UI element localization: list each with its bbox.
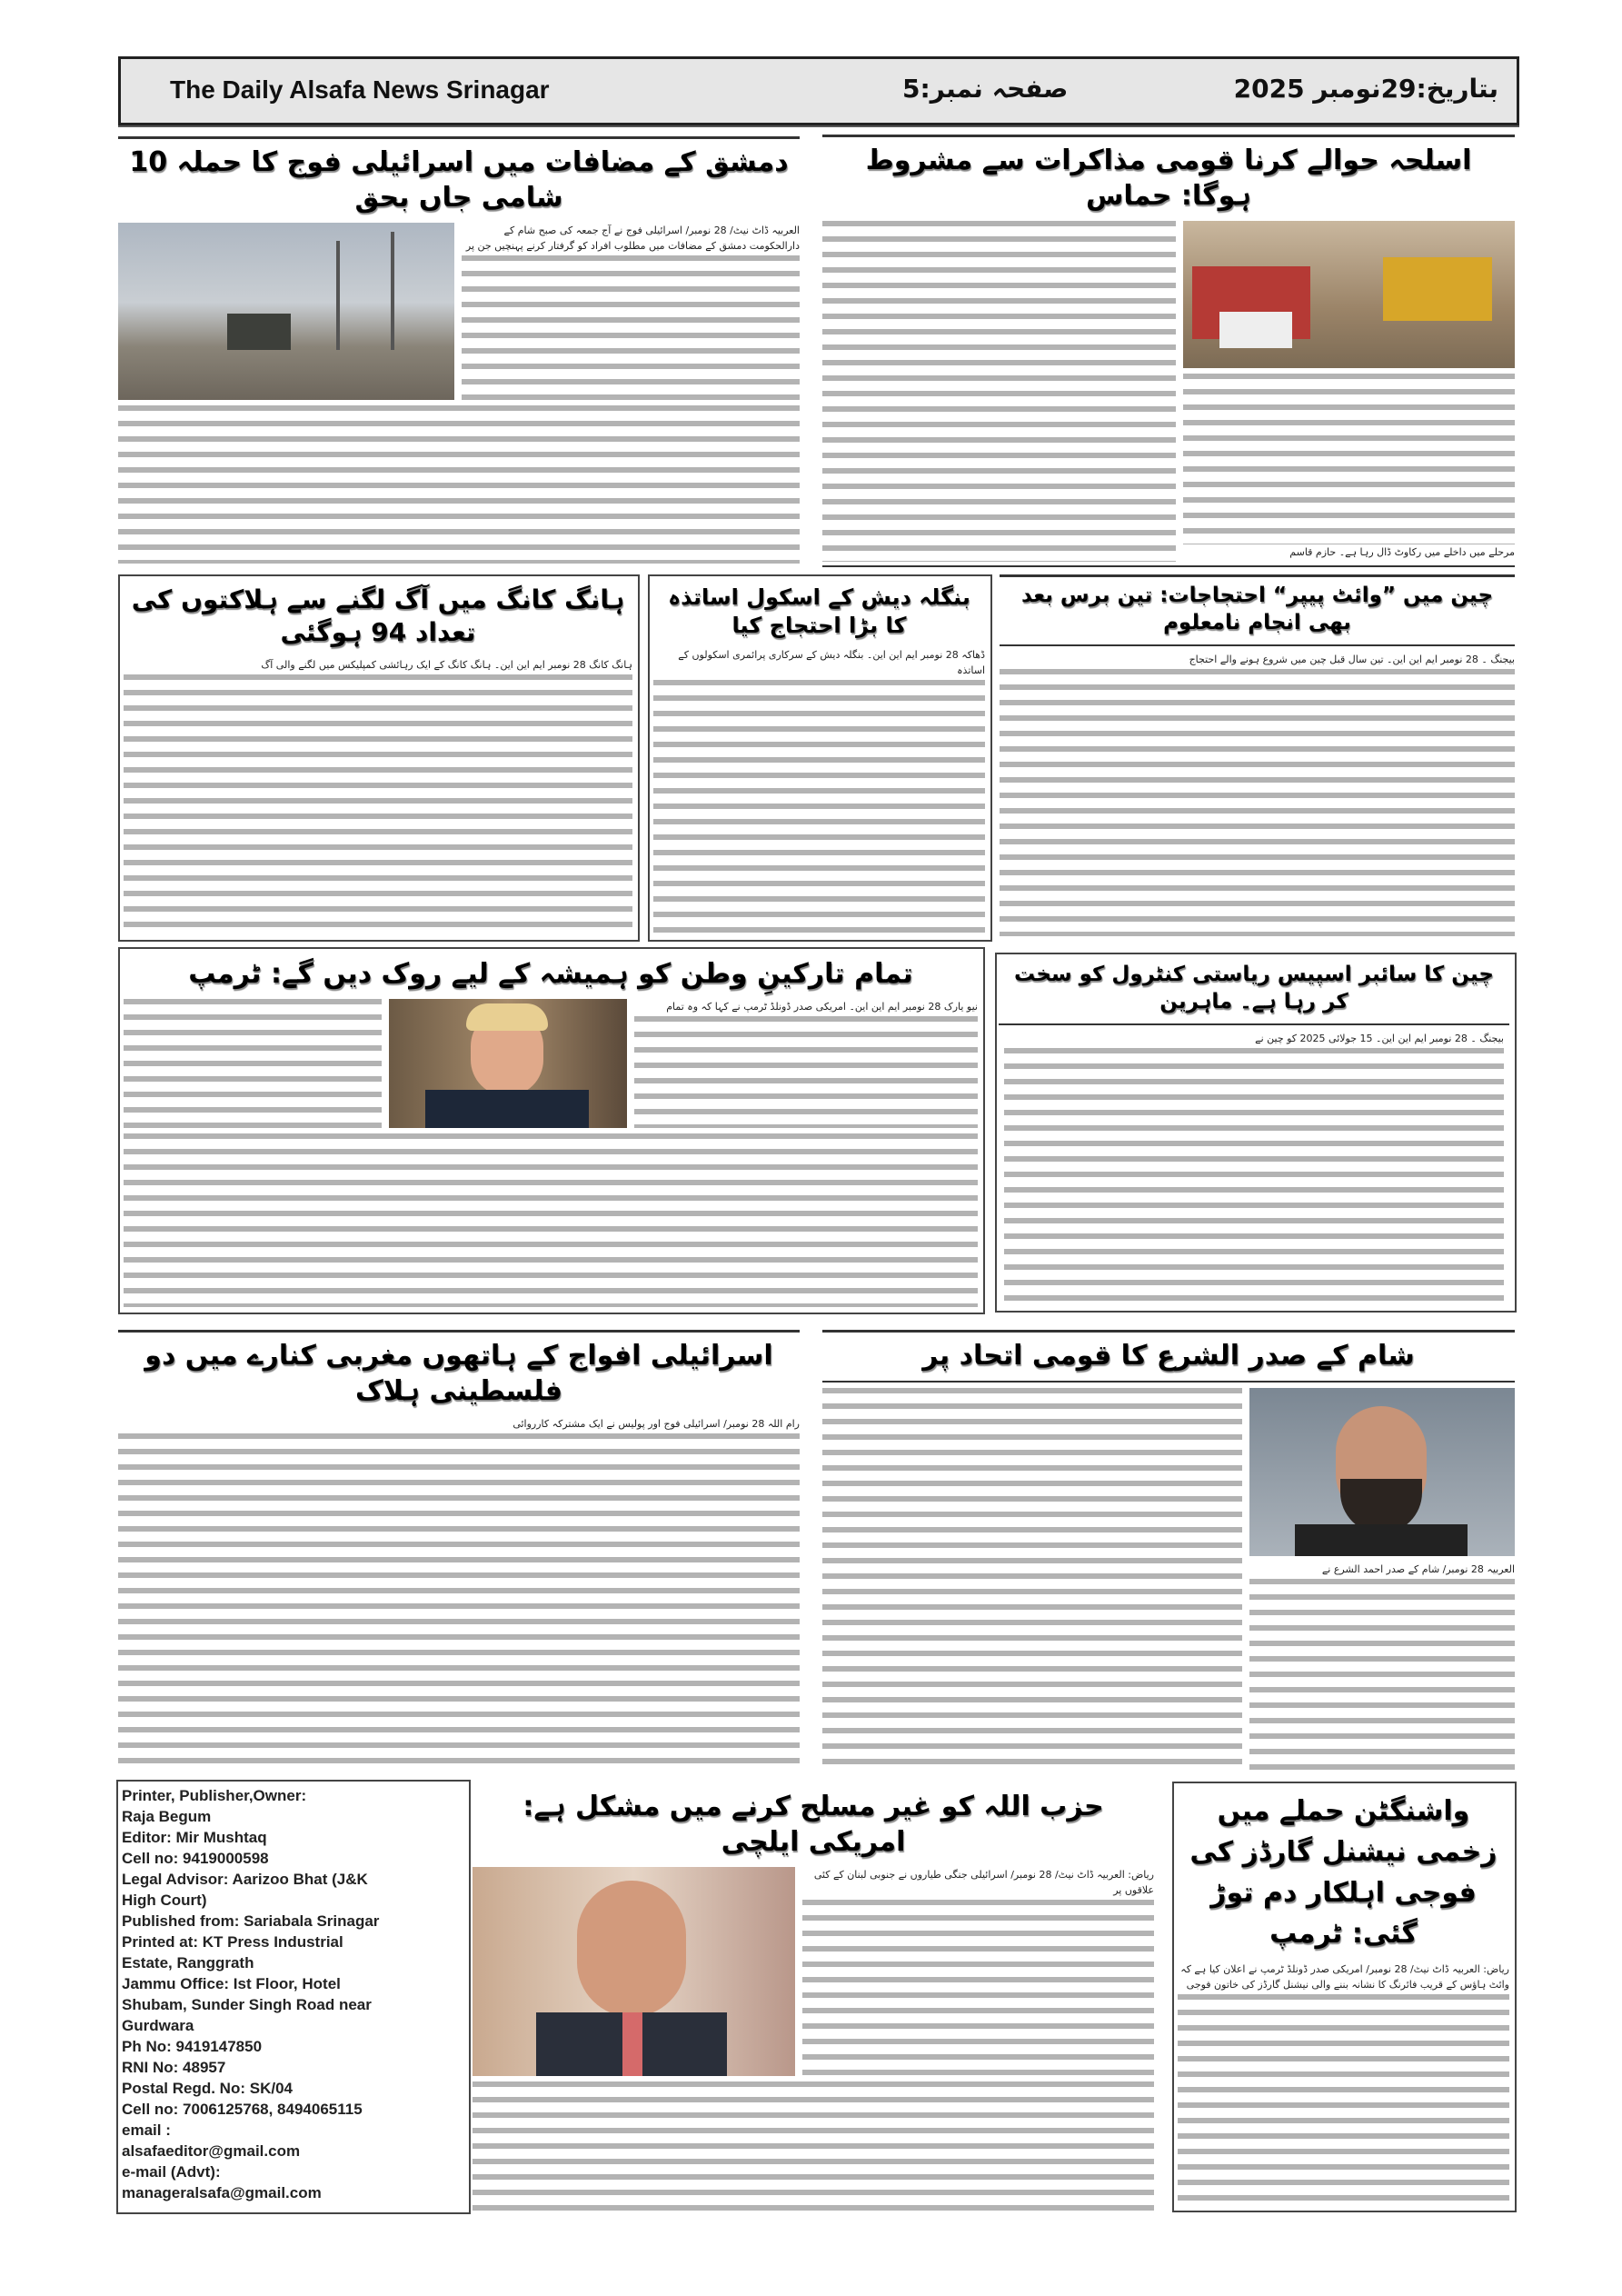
imprint-line: email : (122, 2121, 171, 2139)
imprint-line: Postal Regd. No: SK/04 (122, 2080, 293, 2097)
imprint-line[interactable]: manageralsafa@gmail.com (122, 2184, 322, 2201)
imprint-line: Estate, Ranggrath (122, 1954, 254, 1972)
article-china-white-paper (1000, 574, 1515, 936)
issue-date: بتاریخ:29نومبر 2025 (1233, 74, 1498, 104)
photo-us-envoy (473, 1867, 795, 2076)
imprint-line: Raja Begum (122, 1808, 212, 1825)
imprint-line: Published from: Sariabala Srinagar (122, 1912, 380, 1930)
article-body-washington: ریاض: العربیہ ڈاٹ نیٹ/ 28 نومبر/ امریکی صدر ڈونلڈ ٹرمپ نے اعلان کیا ہے کہ وائٹ ہاؤس کے قریب فائرنگ کا نشانہ بننے والی نیشنل گارڈز کی خاتون فوجی (1178, 1962, 1509, 2205)
headline-trump: تمام تارکینِ وطن کو ہمیشہ کے لیے روک دیں گے: ٹرمپ (188, 958, 913, 990)
headline-hamas: اسلحہ حوالے کرنا قومی مذاکرات سے مشروط ہوگا: حماس (865, 145, 1472, 212)
headline-hezbollah: حزب اللہ کو غیر مسلح کرنے میں مشکل ہے: امریکی ایلچی (522, 1791, 1104, 1858)
imprint-line: Printed at: KT Press Industrial (122, 1933, 343, 1951)
masthead (118, 56, 1519, 125)
article-body-trump: نیو یارک 28 نومبر ایم این این۔ امریکی صدر ڈونلڈ ٹرمپ نے کہا کہ وہ تمام (634, 999, 978, 1128)
article-body-syria (822, 1388, 1242, 1770)
imprint-line[interactable]: alsafaeditor@gmail.com (122, 2142, 301, 2160)
article-body-hezbollah: ریاض: العربیہ ڈاٹ نیٹ/ 28 نومبر/ اسرائیلی جنگی طیاروں نے جنوبی لبنان کے کئی علاقوں پر (802, 1867, 1154, 2076)
article-body-china-white-paper: بیجنگ ۔ 28 نومبر ایم این این۔ تین سال قبل چین میں شروع ہونے والے احتجاج (1000, 652, 1515, 936)
imprint-line: Cell no: 7006125768, 8494065115 (122, 2101, 363, 2118)
imprint-line: Gurdwara (122, 2017, 194, 2034)
imprint-line: Cell no: 9419000598 (122, 1850, 269, 1867)
imprint-line: Shubam, Sunder Singh Road near (122, 1996, 372, 2013)
article-bangladesh (653, 578, 985, 934)
newspaper-title: The Daily Alsafa News Srinagar (170, 75, 550, 104)
imprint-line: Editor: Mir Mushtaq (122, 1829, 267, 1846)
article-hezbollah (473, 1783, 1154, 2212)
article-body-hezbollah-cont (473, 2081, 1154, 2212)
article-body-west-bank: رام اللہ 28 نومبر/ اسرائیلی فوج اور پولیس نے ایک مشترکہ کارروائی (118, 1416, 800, 1770)
headline-bangladesh: بنگلہ دیش کے اسکول اساتذہ کا بڑا احتجاج کیا (668, 584, 970, 639)
article-body-hamas-cont: مرحلے میں داخلے میں رکاوٹ ڈال رہا ہے۔ حازم قاسم (1183, 374, 1515, 562)
article-body-damascus-cont (118, 405, 800, 564)
article-hamas (822, 135, 1515, 567)
article-washington (1178, 1785, 1509, 2205)
headline-syria: شام کے صدر الشرع کا قومی اتحاد پر (822, 1333, 1515, 1383)
headline-china-cyber: چین کا سائبر اسپیس ریاستی کنٹرول کو سخت کر رہا ہے۔ ماہرین (999, 956, 1509, 1025)
article-body-syria-cont: العربیہ 28 نومبر/ شام کے صدر احمد الشرع نے (1249, 1562, 1515, 1770)
article-west-bank (118, 1330, 800, 1770)
headline-washington: واشنگٹن حملے میں زخمی نیشنل گارڈز کی فوجی اہلکار دم توڑ گئی: ٹرمپ (1189, 1795, 1498, 1950)
photo-donald-trump (389, 999, 627, 1128)
headline-hongkong: ہانگ کانگ میں آگ لگنے سے ہلاکتوں کی تعداد 94 ہوگئی (131, 584, 625, 648)
headline-west-bank: اسرائیلی افواج کے ہاتھوں مغربی کنارے میں دو فلسطینی ہلاک (144, 1340, 773, 1407)
imprint-line: Jammu Office: Ist Floor, Hotel (122, 1975, 341, 1992)
article-china-cyber (999, 956, 1509, 1305)
article-body-damascus: العربیہ ڈاٹ نیٹ/ 28 نومبر/ اسرائیلی فوج نے آج جمعہ کی صبح شام کے دارالحکومت دمشق کے مضافات میں مطلوب افراد کو گرفتار کرنے پہنچیں جن پر (462, 223, 800, 400)
imprint-line: RNI No: 48957 (122, 2059, 226, 2076)
page-number: صفحہ نمبر:5 (902, 74, 1069, 104)
photo-rubble-bulldozer (1183, 221, 1515, 368)
article-body-bangladesh: ڈھاکہ 28 نومبر ایم این این۔ بنگلہ دیش کے سرکاری پرائمری اسکولوں کے اساتذہ (653, 647, 985, 934)
article-hongkong (124, 578, 632, 934)
imprint-line: Legal Advisor: Aarizoo Bhat (J&K (122, 1871, 368, 1888)
article-body-trump-col (124, 999, 382, 1128)
headline-china-white-paper: چین میں ”وائٹ پیپر“ احتجاجات: تین برس بعد بھی انجام نامعلوم (1000, 577, 1515, 646)
imprint-line: High Court) (122, 1892, 207, 1909)
imprint-line: Printer, Publisher,Owner: (122, 1787, 307, 1804)
imprint-details (122, 1785, 463, 2203)
article-syria (822, 1330, 1515, 1770)
article-body-hamas (822, 221, 1176, 562)
photo-ahmed-al-sharaa (1249, 1388, 1515, 1556)
imprint-line: Ph No: 9419147850 (122, 2038, 263, 2055)
article-body-hongkong: ہانگ کانگ 28 نومبر ایم این این۔ ہانگ کانگ کے ایک رہائشی کمپلیکس میں لگنے والی آگ (124, 657, 632, 934)
photo-military-vehicle (118, 223, 454, 400)
article-trump (124, 951, 978, 1307)
imprint-line: e-mail (Advt): (122, 2163, 221, 2181)
article-damascus (118, 136, 800, 564)
article-body-trump-cont (124, 1133, 978, 1307)
article-body-china-cyber: بیجنگ ۔ 28 نومبر ایم این این۔ 15 جولائی 2025 کو چین نے (999, 1031, 1509, 1305)
headline-damascus: دمشق کے مضافات میں اسرائیلی فوج کا حملہ 10 شامی جاں بحق (129, 146, 789, 214)
